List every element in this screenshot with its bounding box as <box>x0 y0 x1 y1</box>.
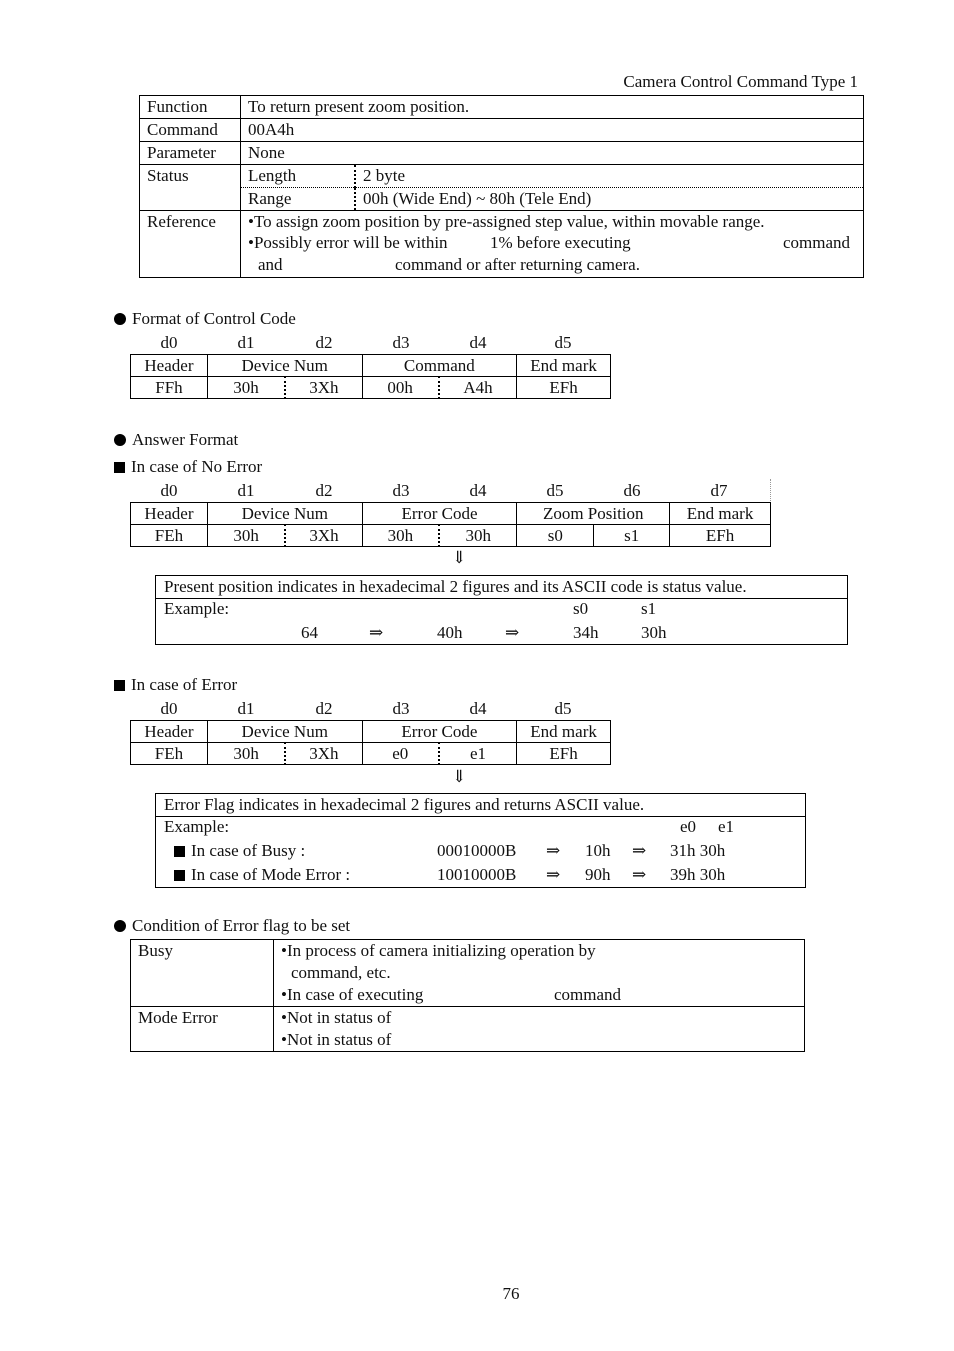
status-subtable <box>241 165 863 210</box>
busy-ascii: 31h 30h <box>670 841 726 860</box>
parameter-label: Parameter <box>140 142 241 165</box>
right-arrow-icon: ⇒ <box>369 623 384 642</box>
example-label: Example: <box>164 599 230 618</box>
s0-label: s0 <box>573 599 589 618</box>
error-title: In case of Error <box>114 675 237 695</box>
reference-line-3a: and <box>258 255 283 274</box>
reference-line-3b: command or after returning camera. <box>395 255 640 274</box>
index-d1: d1 <box>237 481 255 500</box>
value-cell: 3Xh <box>285 743 362 765</box>
busy-label: Busy <box>131 940 274 1007</box>
right-arrow-icon: ⇒ <box>632 841 647 860</box>
error-code-table <box>130 720 611 765</box>
index-d5: d5 <box>546 481 564 500</box>
index-d4: d4 <box>469 481 487 500</box>
right-arrow-icon: ⇒ <box>505 623 520 642</box>
example-ascii-0: 34h <box>573 623 599 642</box>
no-error-code-table <box>130 502 771 547</box>
reference-line-2a: •Possibly error will be within <box>248 233 448 252</box>
value-cell: 30h <box>207 743 285 765</box>
busy-case-label: In case of Busy : <box>174 841 305 861</box>
reference-line-1: •To assign zoom position by pre-assigned step value, within movable range. <box>248 212 765 231</box>
index-d3: d3 <box>392 333 410 352</box>
mode-error-line-2: •Not in status of <box>281 1030 392 1049</box>
length-value: 2 byte <box>355 165 863 188</box>
index-d4: d4 <box>469 699 487 718</box>
value-cell: 30h <box>439 525 517 547</box>
right-arrow-icon: ⇒ <box>632 865 647 884</box>
index-d1: d1 <box>237 333 255 352</box>
busy-description <box>274 940 805 1007</box>
busy-line-1: •In process of camera initializing operation by <box>281 941 596 960</box>
right-arrow-icon: ⇒ <box>546 865 561 884</box>
down-arrow-icon: ⇓ <box>452 548 467 567</box>
reference-label: Reference <box>140 211 241 278</box>
value-cell: 00h <box>362 377 439 399</box>
value-cell: 3Xh <box>285 377 362 399</box>
header-cell: Header <box>131 503 208 525</box>
index-d2: d2 <box>315 481 333 500</box>
example-ascii-1: 30h <box>641 623 667 642</box>
device-num-cell: Device Num <box>207 503 362 525</box>
reference-line-2b: 1% before executing <box>490 233 631 252</box>
function-value: To return present zoom position. <box>241 96 864 119</box>
function-label: Function <box>140 96 241 119</box>
range-label: Range <box>241 188 355 211</box>
status-label: Status <box>140 165 241 211</box>
index-d2: d2 <box>315 333 333 352</box>
example-label: Example: <box>164 817 230 836</box>
value-cell: e0 <box>362 743 439 765</box>
index-d0: d0 <box>160 699 178 718</box>
index-d6: d6 <box>623 481 641 500</box>
page-header: Camera Control Command Type 1 <box>623 72 858 91</box>
value-cell: EFh <box>670 525 771 547</box>
index-d4: d4 <box>469 333 487 352</box>
device-num-cell: Device Num <box>207 721 362 743</box>
value-cell: FEh <box>131 525 208 547</box>
index-d0: d0 <box>160 481 178 500</box>
value-cell: 30h <box>362 525 439 547</box>
command-spec-table <box>139 95 864 278</box>
reference-value <box>241 211 864 278</box>
dotted-divider <box>770 479 771 503</box>
command-label: Command <box>140 119 241 142</box>
example-hex: 40h <box>437 623 463 642</box>
busy-hex: 10h <box>585 841 611 860</box>
value-cell: 3Xh <box>285 525 362 547</box>
answer-format-title: Answer Format <box>114 430 238 450</box>
end-mark-cell: End mark <box>517 355 611 377</box>
end-mark-cell: End mark <box>670 503 771 525</box>
no-error-title: In case of No Error <box>114 457 262 477</box>
busy-line-3b: command <box>554 985 622 1004</box>
value-cell: s1 <box>594 525 670 547</box>
bullet-circle-icon <box>114 313 126 325</box>
down-arrow-icon: ⇓ <box>452 767 467 786</box>
e0-label: e0 <box>680 817 697 836</box>
bullet-circle-icon <box>114 434 126 446</box>
index-d3: d3 <box>392 481 410 500</box>
format-code-table <box>130 354 611 399</box>
condition-table <box>130 939 805 1052</box>
index-d0: d0 <box>160 333 178 352</box>
error-code-cell: Error Code <box>362 503 517 525</box>
value-cell: A4h <box>439 377 517 399</box>
zoom-position-cell: Zoom Position <box>517 503 670 525</box>
format-section-title: Format of Control Code <box>114 309 296 329</box>
value-cell: e1 <box>439 743 517 765</box>
page-number: 76 <box>502 1284 520 1303</box>
mode-error-binary: 10010000B <box>437 865 517 884</box>
busy-line-2: command, etc. <box>291 963 391 982</box>
bullet-square-icon <box>114 680 125 691</box>
value-cell: FEh <box>131 743 208 765</box>
mode-error-line-1: •Not in status of <box>281 1008 392 1027</box>
busy-binary: 00010000B <box>437 841 517 860</box>
value-cell: s0 <box>517 525 594 547</box>
header-cell: Header <box>131 721 208 743</box>
index-d5: d5 <box>554 333 572 352</box>
bullet-circle-icon <box>114 920 126 932</box>
index-d3: d3 <box>392 699 410 718</box>
no-error-note-box <box>155 575 848 645</box>
error-note: Error Flag indicates in hexadecimal 2 figures and returns ASCII value. <box>156 794 805 817</box>
parameter-value: None <box>241 142 864 165</box>
value-cell: 30h <box>207 525 285 547</box>
index-d5: d5 <box>554 699 572 718</box>
mode-error-hex: 90h <box>585 865 611 884</box>
e1-label: e1 <box>718 817 735 836</box>
range-value: 00h (Wide End) ~ 80h (Tele End) <box>363 189 592 208</box>
error-note-box <box>155 793 806 888</box>
busy-line-3a: •In case of executing <box>281 985 424 1004</box>
bullet-square-icon <box>174 870 185 881</box>
s1-label: s1 <box>641 599 657 618</box>
value-cell: FFh <box>131 377 208 399</box>
mode-error-case-label: In case of Mode Error : <box>174 865 350 885</box>
bullet-square-icon <box>114 462 125 473</box>
device-num-cell: Device Num <box>207 355 362 377</box>
mode-error-label: Mode Error <box>131 1007 274 1052</box>
no-error-note: Present position indicates in hexadecimal 2 figures and its ASCII code is status value. <box>156 576 847 599</box>
end-mark-cell: End mark <box>517 721 611 743</box>
index-d2: d2 <box>315 699 333 718</box>
command-value: 00A4h <box>241 119 864 142</box>
reference-line-2c: command <box>782 233 850 252</box>
value-cell: EFh <box>517 377 611 399</box>
index-d7: d7 <box>710 481 728 500</box>
mode-error-ascii: 39h 30h <box>670 865 726 884</box>
mode-error-description <box>274 1007 805 1052</box>
value-cell: 30h <box>207 377 285 399</box>
value-cell: EFh <box>517 743 611 765</box>
command-cell: Command <box>362 355 517 377</box>
index-d1: d1 <box>237 699 255 718</box>
example-decimal: 64 <box>301 623 318 642</box>
condition-title: Condition of Error flag to be set <box>114 916 350 936</box>
header-cell: Header <box>131 355 208 377</box>
error-code-cell: Error Code <box>362 721 517 743</box>
length-label: Length <box>241 165 355 188</box>
bullet-square-icon <box>174 846 185 857</box>
right-arrow-icon: ⇒ <box>546 841 561 860</box>
